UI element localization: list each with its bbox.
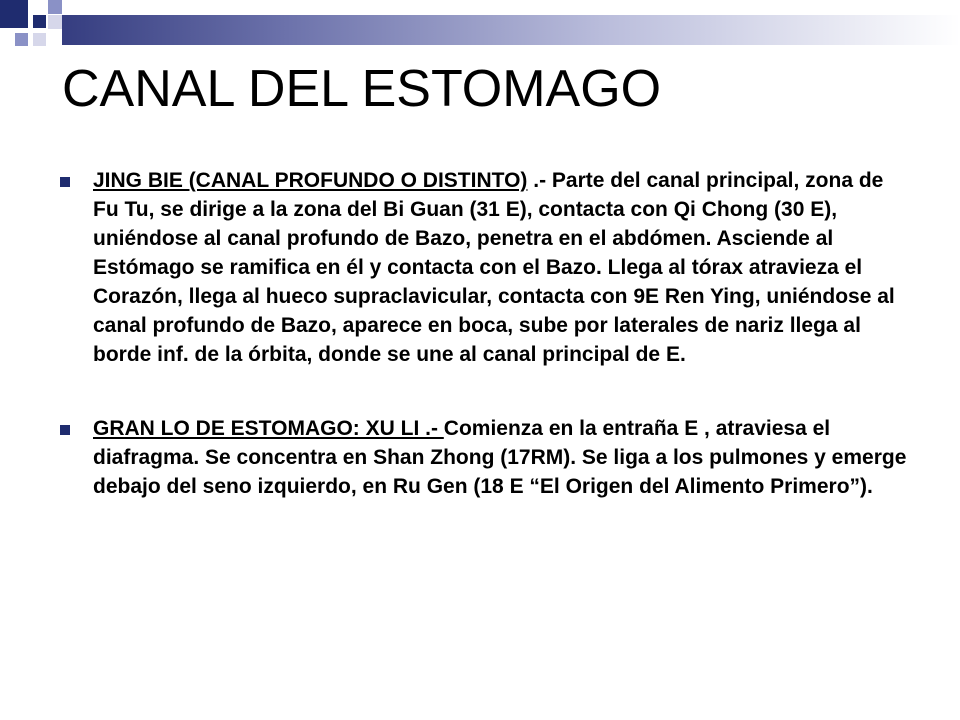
decor-square [33,33,46,46]
bullet-body: .- Parte del canal principal, zona de Fu Tu, se dirige a la zona del Bi Guan (31 E), contacta con Qi Chong (30 E), uniéndose al canal profundo de Bazo, penetra en el abdómen. Asciende al Estómago se ramifica en él y contacta con el Bazo. Llega al tórax atravieza el Corazón, llega al hueco supraclavicular, contacta con 9E Ren Ying, uniéndose al canal profundo de Bazo, aparece en boca, sube por laterales de nariz llega al borde inf. de la órbita, donde se une al canal principal de E. [93,169,895,366]
decor-square [33,15,46,28]
slide-title: CANAL DEL ESTOMAGO [62,60,662,118]
bullet-item-gran-lo [60,414,910,501]
decor-square [48,15,62,29]
bullet-item-jing-bie [60,166,910,369]
square-bullet-icon [60,177,70,187]
bullet-heading: JING BIE (CANAL PROFUNDO O DISTINTO) [93,169,528,192]
decor-square [48,0,62,14]
decor-square [0,0,28,28]
bullet-heading: GRAN LO DE ESTOMAGO: XU LI .- [93,417,444,440]
bullet-list [60,166,910,501]
square-bullet-icon [60,425,70,435]
bullet-body: Comienza en la entraña E , atraviesa el diafragma. Se concentra en Shan Zhong (17RM). Se liga a los pulmones y emerge debajo del seno izquierdo, en Ru Gen (18 E “El Origen del Alimento Primero”). [93,417,907,498]
decor-square [15,33,28,46]
header-gradient-bar [62,15,960,45]
